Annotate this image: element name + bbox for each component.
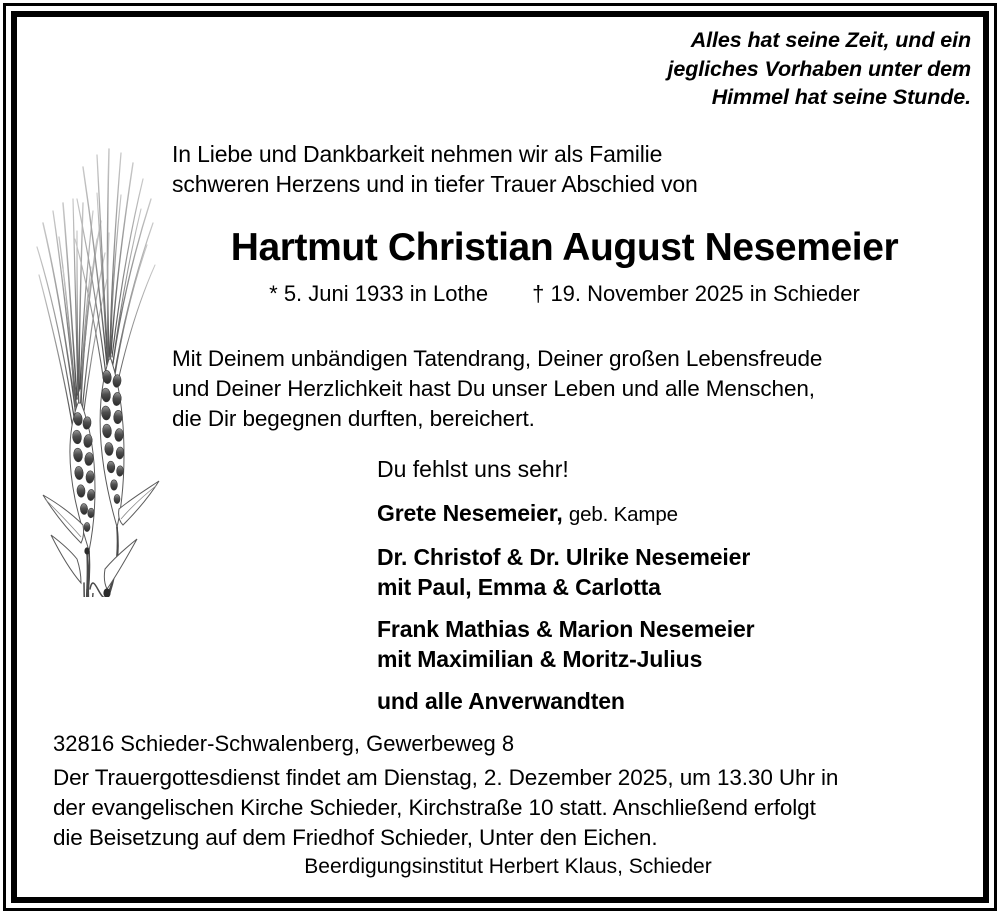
funeral-home-line: Beerdigungsinstitut Herbert Klaus, Schieder (304, 855, 712, 878)
epigraph (411, 26, 971, 112)
deceased-name: Hartmut Christian August Nesemeier (230, 226, 899, 269)
death-date: † 19. November 2025 in Schieder (532, 281, 860, 306)
birth-date: * 5. Juni 1933 in Lothe (269, 281, 489, 306)
intro-line-1: In Liebe und Dankbarkeit nehmen wir als Familie (172, 141, 663, 167)
tribute-text (172, 344, 962, 434)
address-line: 32816 Schieder-Schwalenberg, Gewerbeweg 8 (53, 731, 515, 756)
widow-name: Grete Nesemeier, (377, 500, 563, 526)
family-block (377, 454, 957, 728)
widow-nee: geb. Kampe (568, 503, 678, 526)
relatives-line: und alle Anverwandten (377, 688, 625, 714)
barley-ears-icon (31, 107, 163, 597)
service-line-3: die Beisetzung auf dem Friedhof Schieder, Unter den Eichen. (53, 825, 658, 850)
epigraph-line-2: jegliches Vorhaben unter dem (667, 56, 971, 81)
survivor-group-2 (377, 614, 957, 674)
survivor-group-1 (377, 542, 957, 602)
intro-text (172, 139, 962, 199)
survivor-line (377, 498, 957, 530)
notice-content (17, 17, 983, 897)
epigraph-line-3: Himmel hat seine Stunde. (711, 85, 971, 109)
survivor-children-line: mit Maximilian & Moritz-Julius (377, 646, 703, 672)
tribute-line-2: und Deiner Herzlichkeit hast Du unser Leben und alle Menschen, (172, 376, 815, 401)
survivor-children-line: mit Paul, Emma & Carlotta (377, 574, 661, 600)
survivor-line: Dr. Christof & Dr. Ulrike Nesemeier (377, 544, 751, 570)
survivor-line: Frank Mathias & Marion Nesemeier (377, 616, 755, 642)
survivor-group-relatives (377, 686, 957, 716)
service-line-1: Der Trauergottesdienst findet am Dienstag, 2. Dezember 2025, um 13.30 Uhr in (53, 765, 839, 790)
tribute-line-1: Mit Deinem unbändigen Tatendrang, Deiner großen Lebensfreude (172, 346, 823, 371)
farewell-line: Du fehlst uns sehr! (377, 456, 569, 482)
intro-line-2: schweren Herzens und in tiefer Trauer Abschied von (172, 171, 698, 197)
service-line-2: der evangelischen Kirche Schieder, Kirchstraße 10 statt. Anschließend erfolgt (53, 795, 816, 820)
service-details (53, 763, 963, 853)
survivor-group-widow (377, 498, 957, 530)
epigraph-line-1: Alles hat seine Zeit, und ein (690, 28, 971, 52)
tribute-line-3: die Dir begegnen durften, bereichert. (172, 406, 535, 431)
life-dates (167, 279, 962, 309)
